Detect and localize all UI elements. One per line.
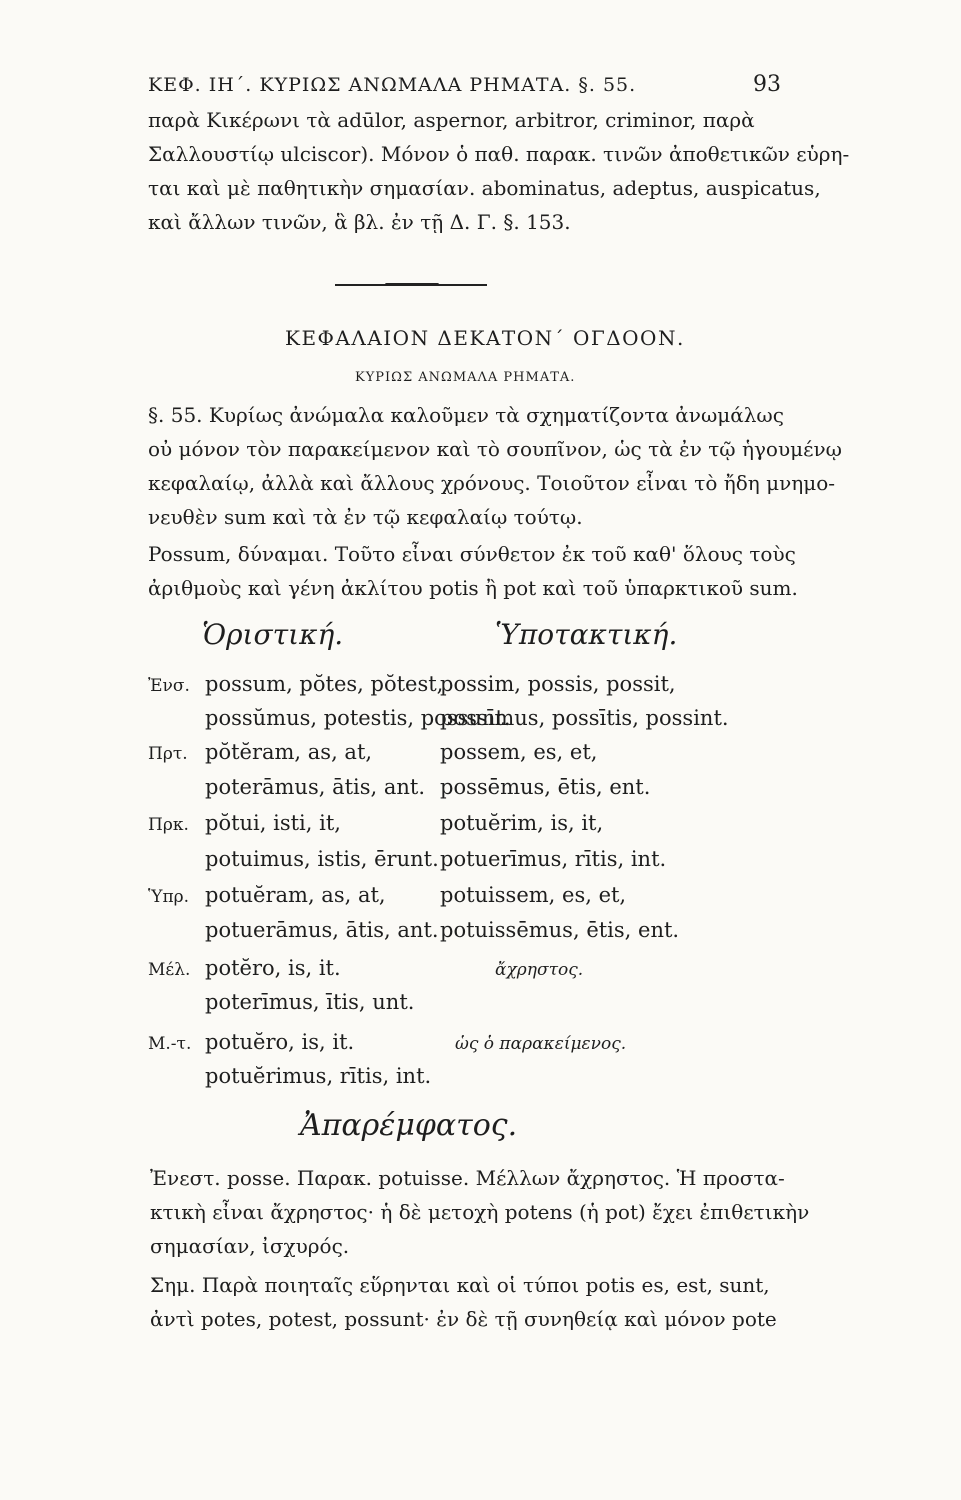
subjunctive-form: possem, es, et,: [440, 740, 598, 764]
subjunctive-form: possīmus, possītis, possint.: [440, 706, 729, 730]
tense-label: Μ.-τ.: [148, 1034, 192, 1054]
indicative-form: possŭmus, potestis, possunt.: [205, 706, 511, 730]
indicative-form: poterāmus, ātis, ant.: [205, 775, 426, 799]
running-head: ΚΕΦ. ΙΗ΄. ΚΥΡΙΩΣ ΑΝΩΜΑΛΑ ΡΗΜΑΤΑ. §. 55.: [148, 74, 637, 96]
intro-line: Σαλλουστίῳ ulciscor). Μόνον ὁ παθ. παρακ. τινῶν ἀποθετικῶν εὑρη-: [148, 142, 850, 166]
subjunctive-form: potuerīmus, rītis, int.: [440, 847, 667, 871]
tense-label: Ἐνσ.: [148, 676, 190, 696]
subjunctive-form: possēmus, ētis, ent.: [440, 775, 651, 799]
indicative-form: possum, pŏtes, pŏtest,: [205, 672, 444, 696]
infinitive-heading: Ἀπαρέμφατος.: [300, 1108, 518, 1143]
indicative-form: potĕro, is, it.: [205, 956, 341, 980]
subjunctive-form: potuissem, es, et,: [440, 883, 627, 907]
chapter-subtitle: ΚΥΡΙΩΣ ΑΝΩΜΑΛΑ ΡΗΜΑΤΑ.: [355, 370, 576, 385]
closing-line: σημασίαν, ἰσχυρός.: [150, 1234, 350, 1258]
indicative-form: potuĕrimus, rītis, int.: [205, 1064, 432, 1088]
indicative-form: pŏtĕram, as, at,: [205, 740, 373, 764]
indicative-form: poterīmus, ītis, unt.: [205, 990, 415, 1014]
section-line: κεφαλαίῳ, ἀλλὰ καὶ ἄλλους χρόνους. Τοιοῦτον εἶναι τὸ ἤδη μνημο-: [148, 471, 836, 495]
subjunctive-form: potuĕrim, is, it,: [440, 811, 604, 835]
indicative-form: potuerāmus, ātis, ant.: [205, 918, 439, 942]
closing-line: Σημ. Παρὰ ποιηταῖς εὕρηνται καὶ οἱ τύποι potis es, est, sunt,: [150, 1273, 770, 1297]
indicative-heading: Ὁριστική.: [202, 618, 344, 651]
chapter-title: ΚΕΦΑΛΑΙΟΝ ΔΕΚΑΤΟΝ΄ ΟΓΔΟΟΝ.: [285, 326, 685, 350]
page-number: 93: [753, 72, 781, 97]
intro-line: παρὰ Κικέρωνι τὰ adūlor, aspernor, arbitror, criminor, παρὰ: [148, 108, 755, 132]
closing-line: Ἐνεστ. posse. Παρακ. potuisse. Μέλλων ἄχρηστος. Ἡ προστα-: [150, 1166, 785, 1190]
section-line: ἀριθμοὺς καὶ γένη ἀκλίτου potis ἢ pot καὶ τοῦ ὑπαρκτικοῦ sum.: [148, 576, 798, 600]
section-line: νευθὲν sum καὶ τὰ ἐν τῷ κεφαλαίῳ τούτῳ.: [148, 505, 583, 529]
indicative-form: pŏtui, isti, it,: [205, 811, 341, 835]
subjunctive-heading: Ὑποτακτική.: [495, 618, 678, 651]
intro-line: ται καὶ μὲ παθητικὴν σημασίαν. abominatus, adeptus, auspicatus,: [148, 176, 821, 200]
tense-label: Ὑπρ.: [148, 887, 190, 907]
tense-label: Μέλ.: [148, 960, 191, 980]
section-line: οὐ μόνον τὸν παρακείμενον καὶ τὸ σουπῖνον, ὡς τὰ ἐν τῷ ἡγουμένῳ: [148, 437, 842, 461]
indicative-form: potuĕram, as, at,: [205, 883, 386, 907]
subjunctive-form: potuissēmus, ētis, ent.: [440, 918, 680, 942]
tense-label: Πρκ.: [148, 815, 189, 835]
section-line: §. 55. Κυρίως ἀνώμαλα καλοῦμεν τὰ σχηματίζοντα ἀνωμάλως: [148, 403, 784, 427]
section-line: Possum, δύναμαι. Τοῦτο εἶναι σύνθετον ἐκ τοῦ καθ' ὅλους τοὺς: [148, 542, 796, 566]
closing-line: κτικὴ εἶναι ἄχρηστος· ἡ δὲ μετοχὴ potens (ἡ pot) ἔχει ἐπιθετικὴν: [150, 1200, 810, 1224]
tense-label: Πρτ.: [148, 744, 188, 764]
intro-line: καὶ ἄλλων τινῶν, ἃ βλ. ἐν τῇ Δ. Γ. §. 153.: [148, 210, 571, 234]
indicative-form: potuĕro, is, it.: [205, 1030, 355, 1054]
section-divider: [335, 284, 487, 286]
subjunctive-note: ὡς ὁ παρακείμενος.: [455, 1034, 627, 1054]
indicative-form: potuimus, istis, ērunt.: [205, 847, 439, 871]
closing-line: ἀντὶ potes, potest, possunt· ἐν δὲ τῇ συνηθείᾳ καὶ μόνον pote: [150, 1307, 777, 1331]
subjunctive-note: ἄχρηστος.: [495, 960, 584, 980]
subjunctive-form: possim, possis, possit,: [440, 672, 676, 696]
